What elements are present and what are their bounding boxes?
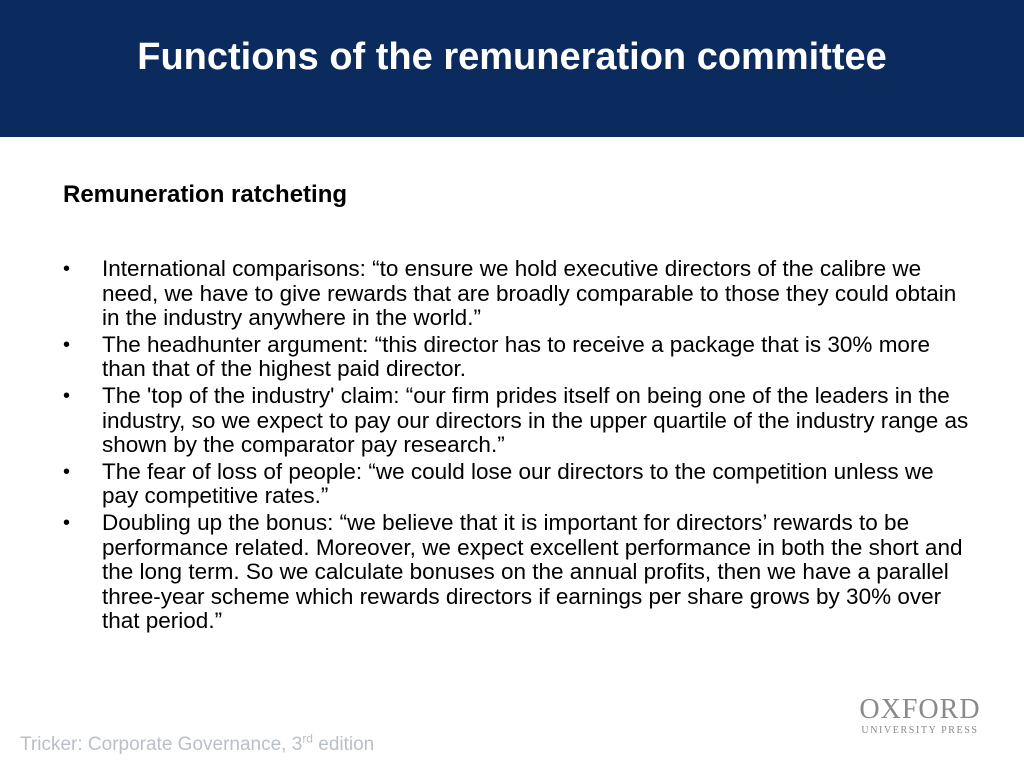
logo-main-text: OXFORD xyxy=(859,694,981,725)
bullet-text: Doubling up the bonus: “we believe that it is important for directors’ rewards to be performance related. Moreover, we expect excellent performance in both the short and the long term. So we calculate bonuses on the annual profits, then we have a parallel three-year scheme which rewards directors if earnings per share grows by 30% over that period.” xyxy=(102,509,963,634)
bullet-marker: • xyxy=(63,511,71,534)
bullet-text: The headhunter argument: “this director has to receive a package that is 30% more than that of the highest paid director. xyxy=(102,331,930,382)
bullet-marker: • xyxy=(63,258,71,280)
logo-sub-text: UNIVERSITY PRESS xyxy=(861,725,979,736)
citation-suffix: edition xyxy=(312,734,375,755)
bullet-marker: • xyxy=(63,460,71,483)
slide-title: Functions of the remuneration committee xyxy=(137,36,887,78)
bullet-marker: • xyxy=(63,384,71,407)
bullet-item xyxy=(63,384,973,458)
oxford-university-press-logo xyxy=(850,696,990,738)
footer-citation xyxy=(20,731,375,756)
bullet-item xyxy=(63,257,973,331)
bullet-list xyxy=(63,257,973,636)
citation-prefix: Tricker: Corporate Governance, 3 xyxy=(20,734,303,755)
bullet-marker: • xyxy=(63,333,71,356)
section-subheading: Remuneration ratcheting xyxy=(63,181,348,208)
bullet-text: International comparisons: “to ensure we hold executive directors of the calibre we need, we have to give rewards that are broadly comparable to those they could obtain in the industry anywhere in the world.” xyxy=(102,256,957,331)
bullet-text: The fear of loss of people: “we could lose our directors to the competition unless we pay competitive rates.” xyxy=(102,458,934,509)
bullet-item xyxy=(63,333,973,382)
header-band xyxy=(0,0,1024,137)
bullet-item xyxy=(63,460,973,509)
citation-superscript: rd xyxy=(302,731,313,746)
bullet-text: The 'top of the industry' claim: “our firm prides itself on being one of the leaders in the industry, so we expect to pay our directors in the upper quartile of the industry range as shown by the comparator pay research.” xyxy=(102,382,969,458)
bullet-item xyxy=(63,511,973,634)
